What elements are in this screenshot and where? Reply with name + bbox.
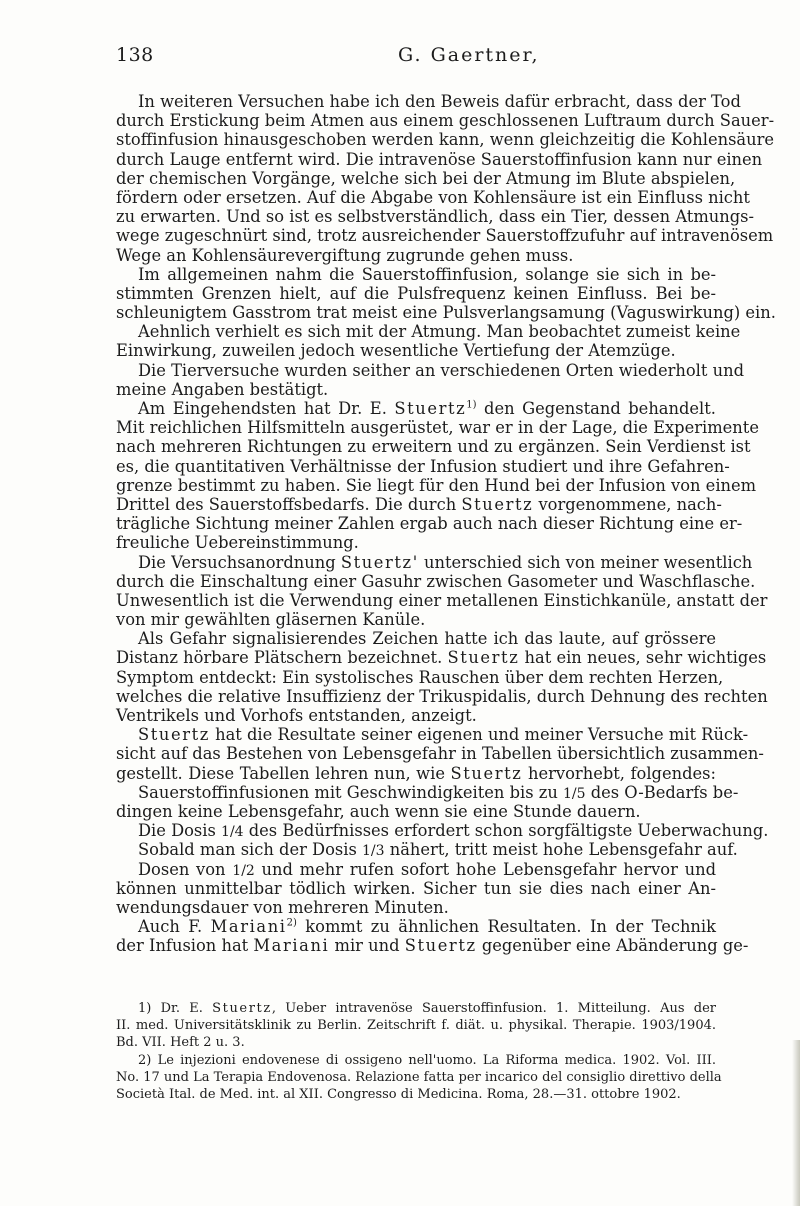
text-line: durch die Einschaltung einer Gasuhr zwischen Gasometer und Waschflasche.: [116, 571, 756, 591]
text-line: fördern oder ersetzen. Auf die Abgabe von Kohlensäure ist ein Einfluss nicht: [116, 187, 750, 207]
text-line: durch Erstickung beim Atmen aus einem geschlossenen Luftraum durch Sauer-: [116, 111, 775, 131]
text-line: zu erwarten. Und so ist es selbstverständlich, dass ein Tier, dessen Atmungs-: [116, 207, 755, 227]
text-line: trägliche Sichtung meiner Zahlen ergab auch nach dieser Richtung eine er-: [116, 514, 743, 534]
text-line: [116, 494, 722, 514]
text-line: [116, 917, 716, 936]
fraction: 1/5: [562, 785, 586, 802]
text-line: [116, 860, 716, 879]
text-line: Als Gefahr signalisierendes Zeichen hatte ich das laute, auf grössere: [138, 629, 716, 649]
text-line: [116, 764, 716, 783]
text-line: dingen keine Lebensgefahr, auch wenn sie eine Stunde dauern.: [116, 801, 641, 821]
text-line: grenze bestimmt zu haben. Sie liegt für den Hund bei der Infusion von einem: [116, 475, 757, 495]
text-line: Wege an Kohlensäurevergiftung zugrunde gehen muss.: [116, 245, 574, 265]
text-span: , Ueber intravenöse Sauerstoffinfusion. 1. Mitteilung. Aus der: [271, 1001, 717, 1016]
text-span: Sauerstoffinfusionen mit Geschwindigkeiten bis zu: [138, 782, 563, 802]
fraction: 1/2: [232, 862, 255, 879]
text-span: und mehr rufen sofort hohe Lebensgefahr hervor und: [254, 859, 716, 879]
author-name: Stuertz: [450, 763, 523, 783]
author-name: Stuertz: [394, 399, 467, 418]
footnote-ref: 1): [466, 399, 477, 411]
author-name: Stuertz: [138, 725, 210, 745]
text-span: mir und: [329, 936, 405, 956]
text-span: Sobald man sich der Dosis: [138, 840, 363, 860]
author-name: Stuertz: [404, 936, 477, 956]
footnote-line: Bd. VII. Heft 2 u. 3.: [116, 1035, 245, 1051]
text-span: gegenüber eine Abänderung ge-: [476, 936, 749, 956]
author-name: Stuertz: [447, 648, 520, 668]
text-span: kommt zu ähnlichen Resultaten. In der Technik: [296, 917, 716, 937]
text-line: schleunigtem Gasstrom trat meist eine Pulsverlangsamung (Vaguswirkung) ein.: [116, 303, 776, 323]
author-name: Stuertz': [340, 552, 419, 572]
text-line: [116, 648, 767, 668]
text-span: unterschied sich von meiner wesentlich: [418, 552, 753, 572]
page-edge-shadow: [792, 1040, 800, 1206]
text-line: [116, 399, 716, 418]
text-line: Aehnlich verhielt es sich mit der Atmung. Man beobachtet zumeist keine: [138, 322, 741, 342]
text-span: hervorhebt, folgendes:: [522, 763, 717, 783]
text-line: Symptom entdeckt: Ein systolisches Rauschen über dem rechten Herzen,: [116, 667, 724, 687]
text-span: nähert, tritt meist hohe Lebensgefahr auf.: [384, 840, 738, 860]
text-line: Einwirkung, zuweilen jedoch wesentliche Vertiefung der Atemzüge.: [116, 341, 676, 361]
text-span: vorgenommene, nach-: [533, 494, 722, 514]
text-line: [116, 840, 738, 860]
text-span: Distanz hörbare Plätschern bezeichnet.: [116, 648, 448, 668]
text-span: gestellt. Diese Tabellen lehren nun, wie: [116, 763, 451, 783]
body-text: [116, 92, 776, 956]
text-line: [116, 821, 769, 841]
text-line: [116, 725, 749, 745]
fraction: 1/3: [362, 843, 385, 860]
footnotes: [116, 1000, 722, 1103]
text-line: Im allgemeinen nahm die Sauerstoffinfusion, solange sie sich in be-: [138, 264, 716, 284]
text-line: Die Tierversuche wurden seither an verschiedenen Orten wiederholt und: [138, 360, 744, 380]
author-name: Mariani: [210, 917, 287, 937]
text-line: [116, 552, 753, 572]
text-line: freuliche Uebereinstimmung.: [116, 533, 359, 553]
text-line: welches die relative Insuffizienz der Trikuspidalis, durch Dehnung des rechten: [116, 686, 768, 706]
text-span: Am Eingehendsten hat Dr. E.: [138, 399, 395, 418]
footnote-line: Società Ital. de Med. int. al XII. Congresso di Medicina. Roma, 28.—31. ottobre 1902.: [116, 1086, 681, 1102]
text-line: wendungsdauer von mehreren Minuten.: [116, 897, 449, 917]
text-line: von mir gewählten gläsernen Kanüle.: [116, 610, 426, 630]
text-span: des Bedürfnisses erfordert schon sorgfältigste Ueberwachung.: [243, 821, 769, 841]
text-line: meine Angaben bestätigt.: [116, 379, 329, 399]
text-span: hat die Resultate seiner eigenen und meiner Versuche mit Rück-: [209, 725, 749, 745]
text-span: Auch F.: [138, 917, 211, 937]
text-line: stoffinfusion hinausgeschoben werden kann, wenn gleichzeitig die Kohlensäure: [116, 130, 775, 150]
running-head: G. Gaertner,: [398, 44, 540, 66]
footnote-line: II. med. Universitätsklinik zu Berlin. Zeitschrift f. diät. u. physikal. Therapie. 1903/1904.: [116, 1018, 716, 1034]
text-line: Mit reichlichen Hilfsmitteln ausgerüstet, war er in der Lage, die Experimente: [116, 418, 759, 438]
text-span: Drittel des Sauerstoffsbedarfs. Die durch: [116, 494, 462, 514]
text-line: sicht auf das Bestehen von Lebensgefahr in Tabellen übersichtlich zusammen-: [116, 744, 764, 764]
text-line: stimmten Grenzen hielt, auf die Pulsfrequenz keinen Einfluss. Bei be-: [116, 283, 716, 303]
text-line: der chemischen Vorgänge, welche sich bei der Atmung im Blute abspielen,: [116, 168, 736, 188]
page-number: 138: [116, 44, 154, 66]
text-span: hat ein neues, sehr wichtiges: [519, 648, 767, 668]
text-line: Ventrikels und Vorhofs entstanden, anzeigt.: [116, 706, 477, 725]
footnote-ref: 2): [286, 917, 297, 929]
text-line: In weiteren Versuchen habe ich den Beweis dafür erbracht, dass der Tod: [138, 92, 741, 111]
text-span: Dosen von: [138, 859, 233, 879]
fraction: 1/4: [221, 824, 244, 841]
text-span: Die Dosis: [138, 821, 222, 841]
page-header: [116, 44, 716, 72]
author-name: Mariani: [253, 936, 330, 956]
text-span: der Infusion hat: [116, 936, 254, 956]
footnote-line: No. 17 und La Terapia Endovenosa. Relazione fatta per incarico del consiglio direttivo della: [116, 1069, 722, 1085]
text-span: den Gegenstand behandelt.: [476, 399, 716, 418]
text-line: [116, 936, 749, 956]
text-line: es, die quantitativen Verhältnisse der Infusion studiert und ihre Gefahren-: [116, 456, 730, 476]
text-line: nach mehreren Richtungen zu erweitern und zu ergänzen. Sein Verdienst ist: [116, 437, 751, 457]
text-span: 1) Dr. E.: [138, 1001, 213, 1016]
text-line: durch Lauge entfernt wird. Die intravenöse Sauerstoffinfusion kann nur einen: [116, 149, 763, 169]
text-line: [116, 782, 739, 802]
text-line: können unmittelbar tödlich wirken. Sicher tun sie dies nach einer An-: [116, 878, 716, 898]
footnote-line: [116, 1000, 716, 1017]
text-line: wege zugeschnürt sind, trotz ausreichender Sauerstoffzufuhr auf intravenösem: [116, 226, 774, 246]
author-name: Stuertz: [212, 1001, 272, 1016]
footnote-line: 2) Le injezioni endovenese di ossigeno nell'uomo. La Riforma medica. 1902. Vol. III.: [138, 1052, 716, 1068]
text-line: Unwesentlich ist die Verwendung einer metallenen Einstichkanüle, anstatt der: [116, 590, 768, 610]
text-span: Die Versuchsanordnung: [138, 552, 341, 572]
author-name: Stuertz: [461, 494, 534, 514]
text-span: des O-Bedarfs be-: [585, 782, 739, 802]
